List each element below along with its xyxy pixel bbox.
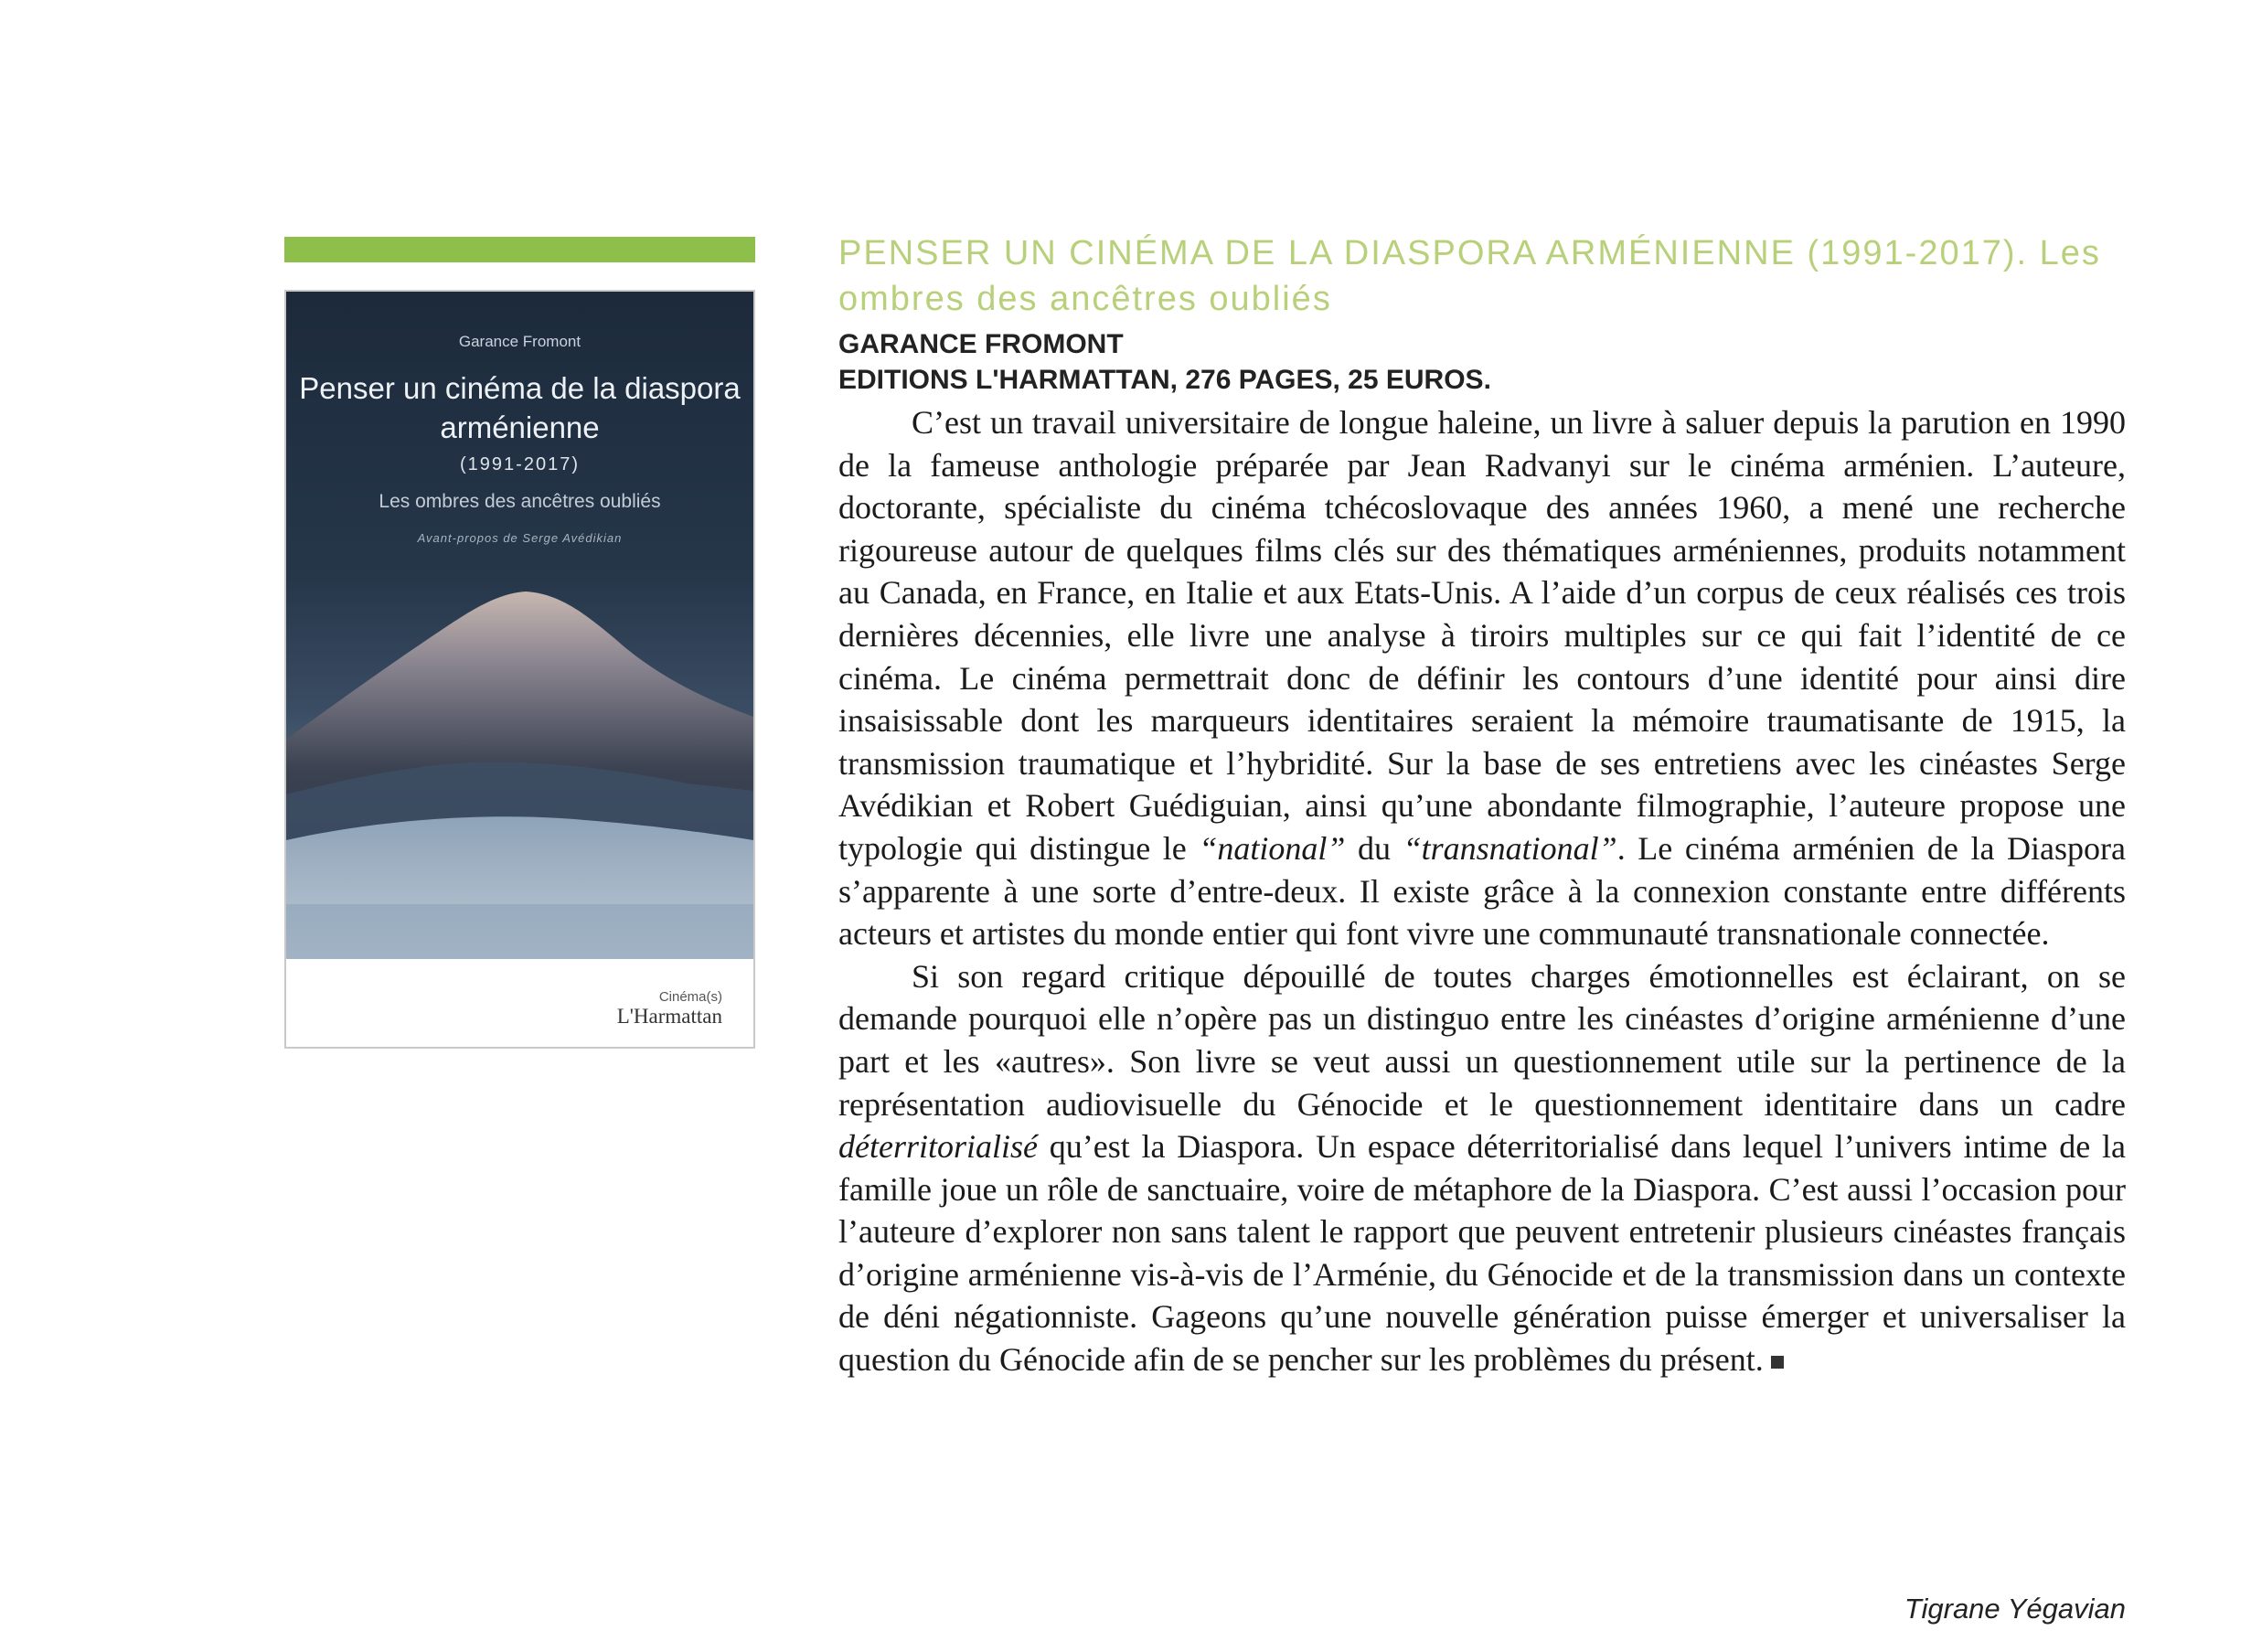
review-paragraph-1	[838, 401, 2126, 955]
cover-subtitle: Les ombres des ancêtres oubliés	[379, 491, 661, 512]
end-of-article-square-icon	[1771, 1356, 1784, 1369]
book-cover-figure	[284, 237, 755, 1049]
p1-emphasis-national: “national”	[1199, 829, 1346, 867]
collection-label: Cinéma(s)	[658, 989, 722, 1005]
cover-author: Garance Fromont	[458, 333, 581, 350]
p2-emphasis: déterritorialisé	[838, 1128, 1038, 1166]
mountain-illustration	[286, 566, 753, 986]
publisher-band	[286, 959, 753, 1047]
p1-text-b: du	[1345, 829, 1403, 867]
book-meta	[838, 326, 2126, 398]
cover-years: (1991-2017)	[460, 454, 580, 474]
book-author: GARANCE FROMONT	[838, 329, 1124, 359]
p2-text-a: Si son regard critique dépouillé de toutes charges émotionnelles est éclairant, on se demande pourquoi elle n’opère pas un distinguo entre les cinéastes d’origine arménienne d’une part et les «autres». Son livre se veut aussi un questionnement utile sur la pertinence de la représentation audiovisuelle du Génocide et le questionnement identitaire dans un cadre	[838, 957, 2126, 1123]
p2-text-b: qu’est la Diaspora. Un espace déterritorialisé dans lequel l’univers intime de la famille joue un rôle de sanctuaire, voire de métaphore de la Diaspora. C’est aussi l’occasion pour l’auteure d’explorer non sans talent le rapport que peuvent entretenir plusieurs cinéastes français d’origine arménienne vis-à-vis de l’Arménie, du Génocide et de la transmission dans un contexte de déni négationniste. Gageons qu’une nouvelle génération puisse émerger et universaliser la question du Génocide afin de se pencher sur les problèmes du présent.	[838, 1128, 2126, 1379]
cover-title: Penser un cinéma de la diaspora arménienne	[299, 371, 741, 444]
p1-text-c: . Le cinéma arménien de la Diaspora s’apparente à une sorte d’entre-deux. Il existe grâce à la connexion constante entre différents acteurs et artistes du monde entier qui font vivre une communauté transnationale connectée.	[838, 829, 2127, 953]
cover-preface: Avant-propos de Serge Avédikian	[417, 531, 623, 545]
publisher-logo	[604, 989, 722, 1029]
p1-emphasis-transnational: “transnational”	[1403, 829, 1617, 867]
book-cover	[284, 290, 755, 1049]
headline-title: PENSER UN CINÉMA DE LA DIASPORA ARMÉNIENNE (1991-2017).	[838, 234, 2029, 272]
headline-subtitle: Les ombres des ancêtres oubliés	[838, 234, 2101, 318]
review-body	[838, 401, 2126, 1381]
accent-bar	[284, 237, 755, 262]
review-paragraph-2	[838, 955, 2126, 1381]
publisher-name: L'Harmattan	[616, 1005, 722, 1028]
book-review-article	[838, 230, 2126, 1381]
article-headline	[838, 230, 2126, 322]
review-signature: Tigrane Yégavian	[1904, 1593, 2126, 1625]
p1-text-a: C’est un travail universitaire de longue haleine, un livre à saluer depuis la parution en 1990 de la fameuse anthologie préparée par Jean Radvanyi sur le cinéma arménien. L’auteure, doctorante, spécialiste du cinéma tchécoslovaque des années 1960, a mené une recherche rigoureuse autour de quelques films clés sur des thématiques arméniennes, produits notamment au Canada, en France, en Italie et aux Etats-Unis. A l’aide d’un corpus de ceux réalisés ces trois dernières décennies, elle livre une analyse à tiroirs multiples sur ce qui fait l’identité de ce cinéma. Le cinéma permettrait donc de définir les contours d’une identité pour ainsi dire insaisissable dont les marqueurs identitaires seraient la mémoire traumatisante de 1915, la transmission traumatique et l’hybridité. Sur la base de ses entretiens avec les cinéastes Serge Avédikian et Robert Guédiguian, ainsi qu’une abondante filmographie, l’auteure propose une typologie qui distingue le	[838, 404, 2126, 867]
book-publication-info: EDITIONS L'HARMATTAN, 276 PAGES, 25 EUROS.	[838, 365, 1491, 395]
